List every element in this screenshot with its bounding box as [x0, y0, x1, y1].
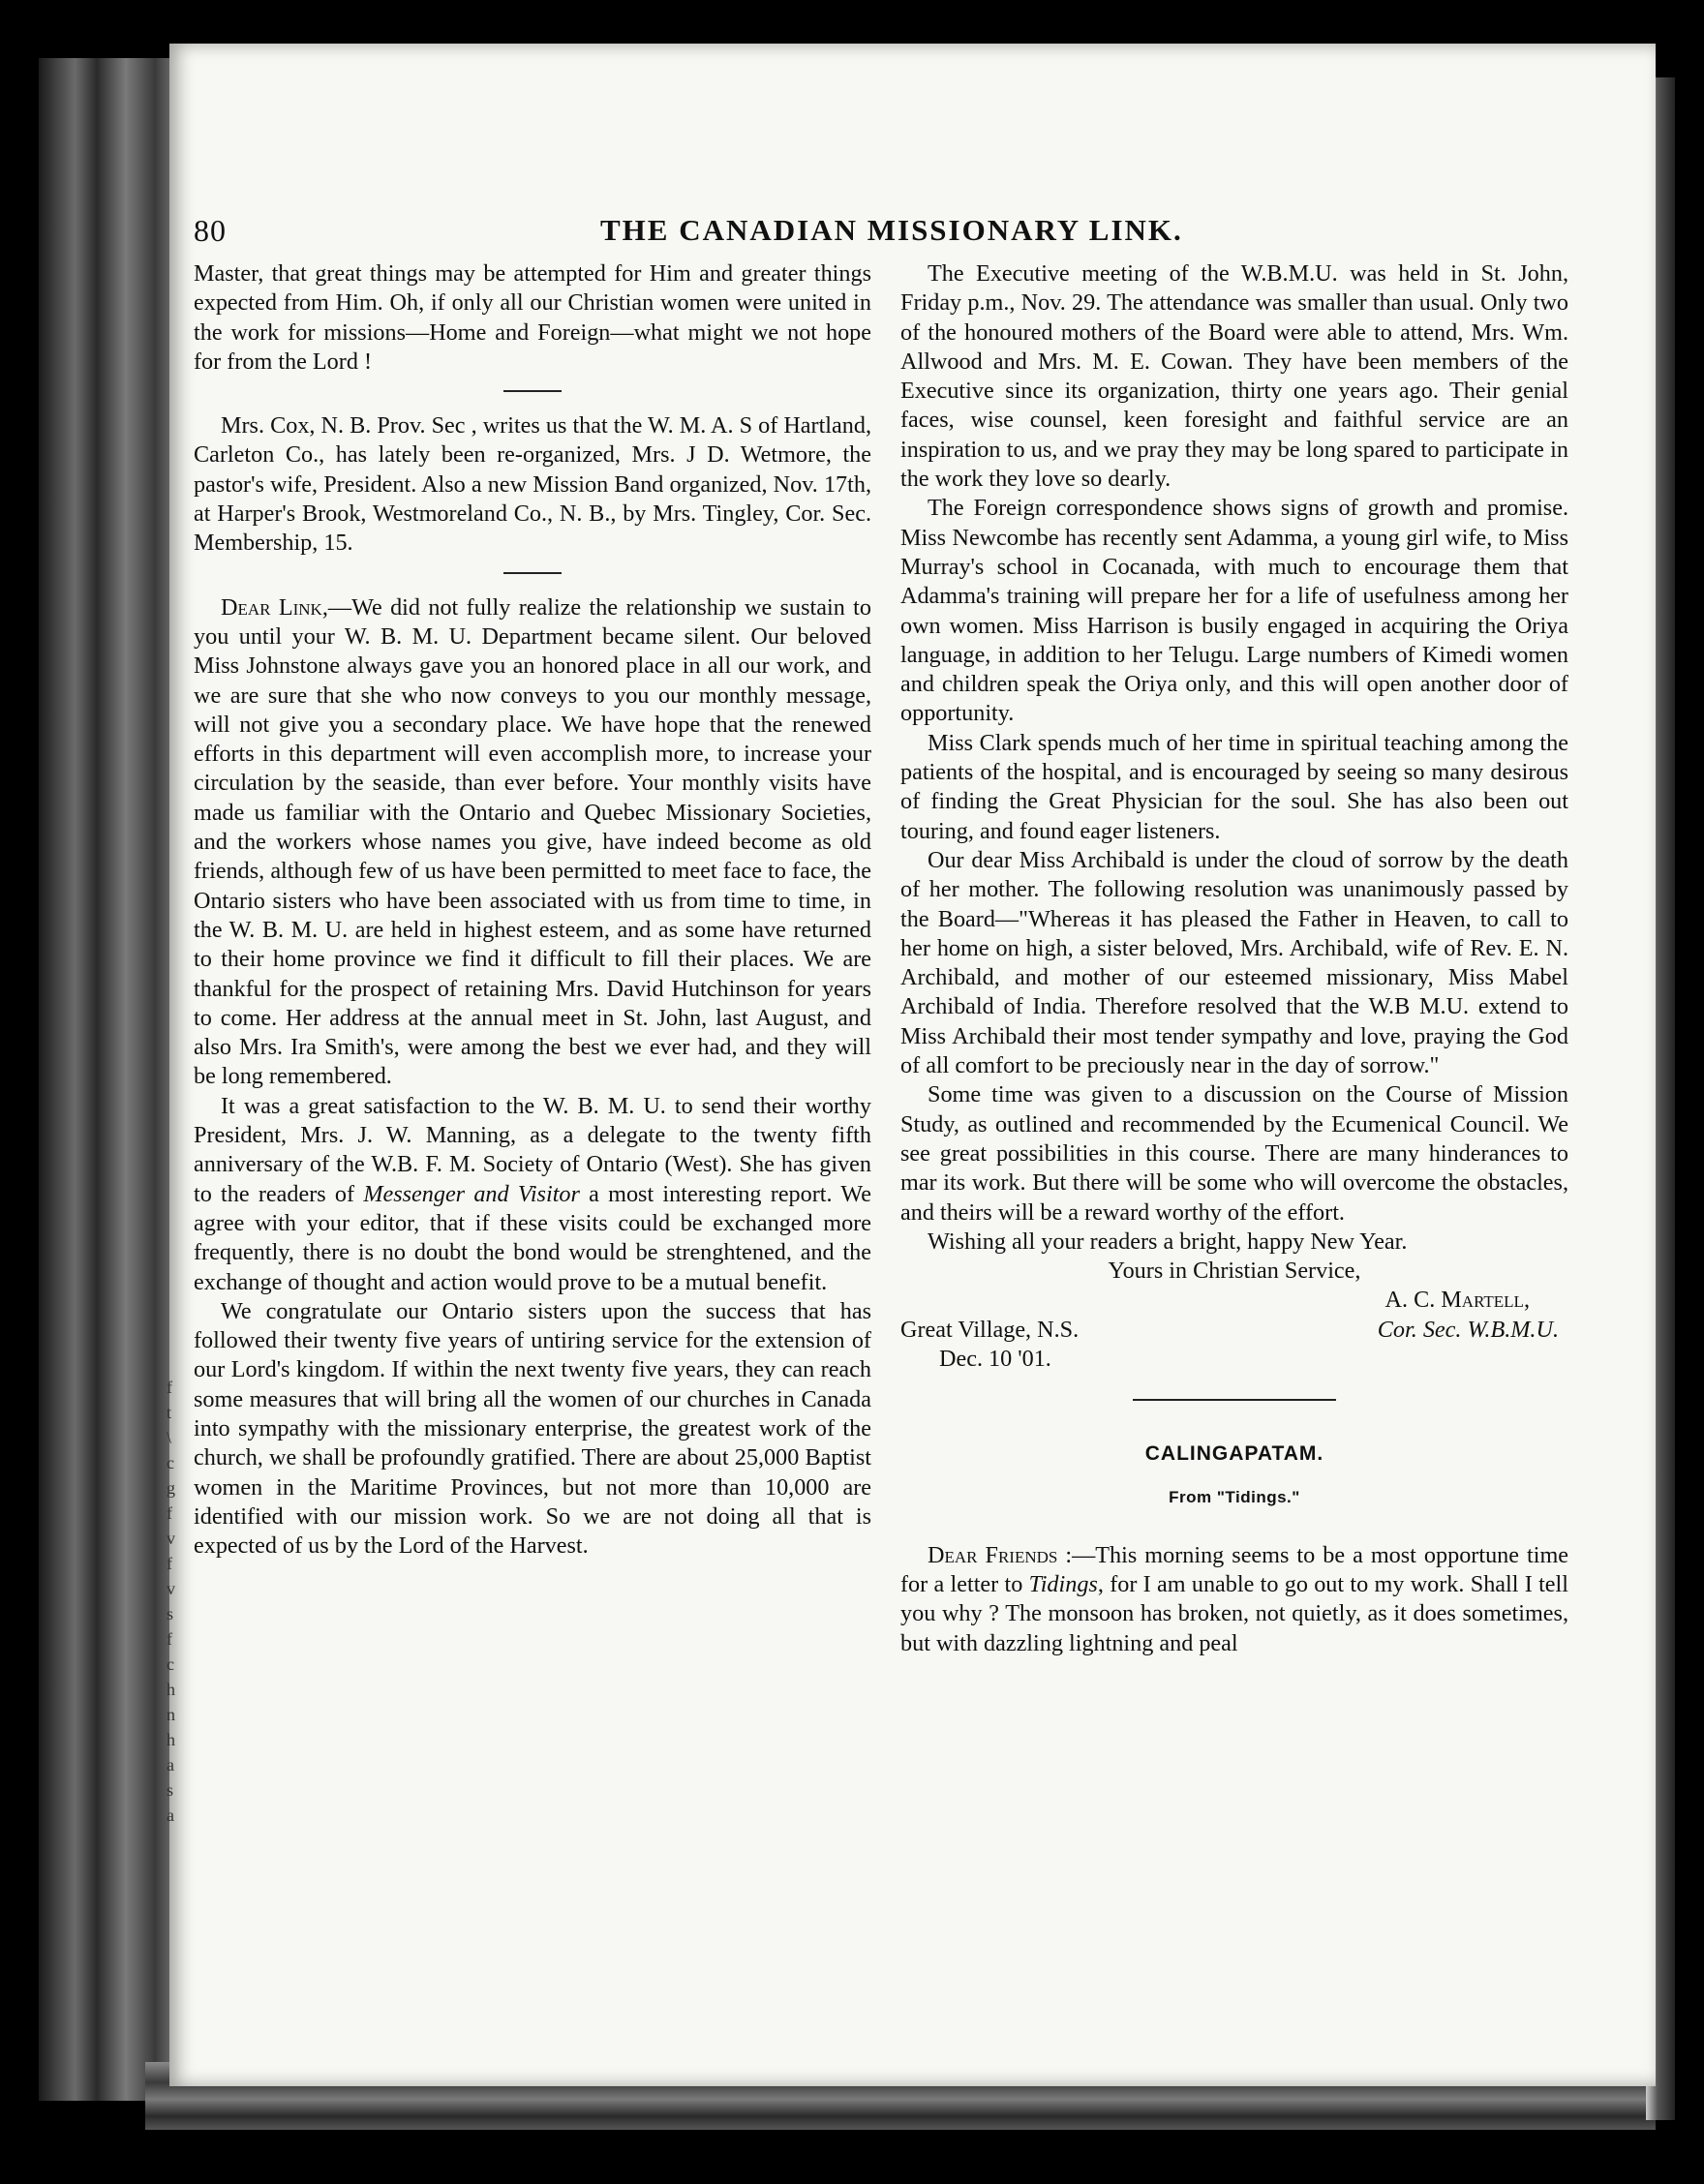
letter-paragraph [194, 593, 871, 1092]
text-run: , for I am unable to go out to my work. Shall I tell you why ? The monsoon has broken, not quietly, as it does sometimes, but with dazzling lightning and peal [900, 1571, 1568, 1656]
salutation: Dear Link, [221, 593, 328, 621]
margin-letter: f [167, 1503, 172, 1523]
margin-letter: h [167, 1680, 175, 1699]
article-heading: CALINGAPATAM. [1144, 1442, 1324, 1466]
gutter-margin-letters [167, 1375, 196, 1994]
page-number: 80 [194, 213, 227, 248]
text-run: It was a great satisfaction to the W. B. M. U. to send their worthy President, Mrs. J. W. Manning, as a delegate to the twenty fifth anniversary of the W.B. F. M. Society of Ontario (West). She has given to the readers of [194, 1092, 871, 1207]
closing-yours: Yours in Christian Service, [1108, 1258, 1361, 1285]
article-paragraph [900, 1541, 1568, 1658]
paragraph: The Foreign correspondence shows signs of growth and promise. Miss Newcombe has recently sent Adamma, a young girl wife, to Miss Murray's school in Cocanada, with much to encourage them that Adamma's training will prepare her for a life of usefulness among her own women. Miss Harrison is busily engaged in acquiring the Oriya language, in addition to her Telugu. Large numbers of Kimedi women and children speak the Oriya only, and this will open another door of opportunity. [900, 495, 1568, 727]
margin-letter: s [167, 1604, 174, 1623]
text-run: a most interesting report. We agree with your editor, that if these visits could be exchanged more frequently, there is no doubt the bond would be strenghtened, and the exchange of thought and action would prove to be a mutual benefit. [194, 1180, 871, 1295]
page-header [194, 213, 1588, 256]
signature-title: Cor. Sec. W.B.M.U. [1377, 1316, 1559, 1343]
signature-date: Dec. 10 '01. [939, 1345, 1051, 1372]
margin-letter: n [167, 1705, 175, 1724]
margin-letter: f [167, 1629, 172, 1649]
paragraph: The Executive meeting of the W.B.M.U. was held in St. John, Friday p.m., Nov. 29. The attendance was smaller than usual. Only two of the honoured mothers of the Board were able to attend, Mrs. Wm. Allwood and Mrs. M. E. Cowan. They have been members of the Executive since its organization, thirty one years ago. Their genial faces, wise counsel, keen foresight and faithful service are an inspiration to us, and we pray they may be long spared to participate in the work they love so dearly. [900, 260, 1568, 493]
closing-wish: Wishing all your readers a bright, happy New Year. [928, 1228, 1408, 1255]
signature-place: Great Village, N.S. [900, 1316, 1080, 1343]
margin-letter: g [167, 1478, 175, 1498]
signature-name [900, 1286, 1568, 1315]
paragraph: Some time was given to a discussion on the Course of Mission Study, as outlined and recommended by the Ecumenical Council. We see great possibilities in this course. There are many hinderances to mar its work. But there will be some who will overcome the obstacles, and theirs will be a reward worthy of the effort. [900, 1081, 1568, 1226]
place-and-title [900, 1316, 1568, 1345]
right-column [900, 259, 1568, 1658]
paragraph: Miss Clark spends much of her time in spiritual teaching among the patients of the hospital, and is encouraged by seeing so many desirous of finding the Great Physician for the soul. She has also been out touring, and found eager listeners. [900, 729, 1568, 844]
publication-title: Messenger and Visitor [363, 1180, 580, 1207]
margin-letter: h [167, 1730, 175, 1749]
paragraph [194, 1092, 871, 1297]
article-divider [1133, 1399, 1336, 1401]
book-page-edges-left [39, 58, 184, 2101]
paragraph: Our dear Miss Archibald is under the cloud of sorrow by the death of her mother. The following resolution was unanimously passed by the Board—"Whereas it has pleased the Father in Heaven, to call to her home on high, a sister beloved, Mrs. Archibald, wife of Rev. E. N. Archibald, and mother of our esteemed missionary, Miss Mabel Archibald of India. Therefore resolved that the W.B M.U. extend to Miss Archibald their most tender sympathy and love, praying the God of all comfort to be preciously near in the day of sorrow." [900, 846, 1568, 1079]
running-title: THE CANADIAN MISSIONARY LINK. [600, 213, 1183, 247]
margin-letter: s [167, 1780, 174, 1800]
margin-letter: c [167, 1453, 174, 1472]
margin-letter: f [167, 1554, 172, 1573]
paragraph: Master, that great things may be attempted for Him and greater things expected from Him. Oh, if only all our Christian women were united in the work for missions—Home and Foreign—what might we not hope for from the Lord ! [194, 260, 871, 375]
article-source: From "Tidings." [1169, 1487, 1300, 1506]
margin-letter: \ [167, 1428, 172, 1447]
salutation: Dear Friends [928, 1541, 1058, 1568]
margin-letter: c [167, 1654, 174, 1674]
paragraph: Mrs. Cox, N. B. Prov. Sec , writes us that the W. M. A. S of Hartland, Carleton Co., has lately been re-organized, Mrs. J D. Wetmore, the pastor's wife, President. Also a new Mission Band organized, Nov. 17th, at Harper's Brook, Westmoreland Co., N. B., by Mrs. Tingley, Cor. Sec. Membership, 15. [194, 412, 871, 557]
section-divider [503, 390, 562, 392]
margin-letter: v [167, 1529, 175, 1548]
section-divider [503, 572, 562, 574]
letter-body: —We did not fully realize the relationship we sustain to you until your W. B. M. U. Department became silent. Our beloved Miss Johnstone always gave you an honored place in all our work, and we are sure that she who now conveys to you our monthly message, will not give you a secondary place. We have hope that the renewed efforts in this department will even accomplish more, to increase your circulation by the seaside, than ever before. Your monthly visits have made us familiar with the Ontario and Quebec Missionary Societies, and the workers whose names you give, have indeed become as old friends, although few of us have been permitted to meet face to face, the Ontario sisters who have been associated with us from time to time, in the W. B. M. U. are held in highest esteem, and as some have returned to their home province we find it difficult to fill their places. We are thankful for the prospect of retaining Mrs. David Hutchinson for years to come. Her address at the annual meet in St. John, last August, and also Mrs. Ira Smith's, were among the best we ever had, and they will be long remembered. [194, 593, 871, 1090]
margin-letter: f [167, 1378, 172, 1397]
margin-letter: t [167, 1403, 172, 1422]
margin-letter: a [167, 1805, 174, 1825]
margin-letter: a [167, 1755, 174, 1774]
signature-name-text: A. C. Martell, [1384, 1287, 1530, 1314]
publication-title: Tidings [1028, 1571, 1098, 1598]
text-run: :—This morning seems to be a most opportune time for a letter to [900, 1541, 1569, 1598]
paragraph: We congratulate our Ontario sisters upon the success that has followed their twenty five years of untiring service for the extension of our Lord's kingdom. If within the next twenty five years, they can reach some measures that will bring all the women of our churches in Canada into sympathy with the missionary enterprise, the greatest work of the church, we shall be profoundly gratified. There are about 25,000 Baptist women in the Maritime Provinces, but not more than 10,000 are identified with our mission work. So we are not doing all that is expected of us by the Lord of the Harvest. [194, 1297, 871, 1560]
left-column [194, 259, 871, 1561]
margin-letter: v [167, 1579, 175, 1598]
letter-closing [900, 1228, 1568, 1374]
